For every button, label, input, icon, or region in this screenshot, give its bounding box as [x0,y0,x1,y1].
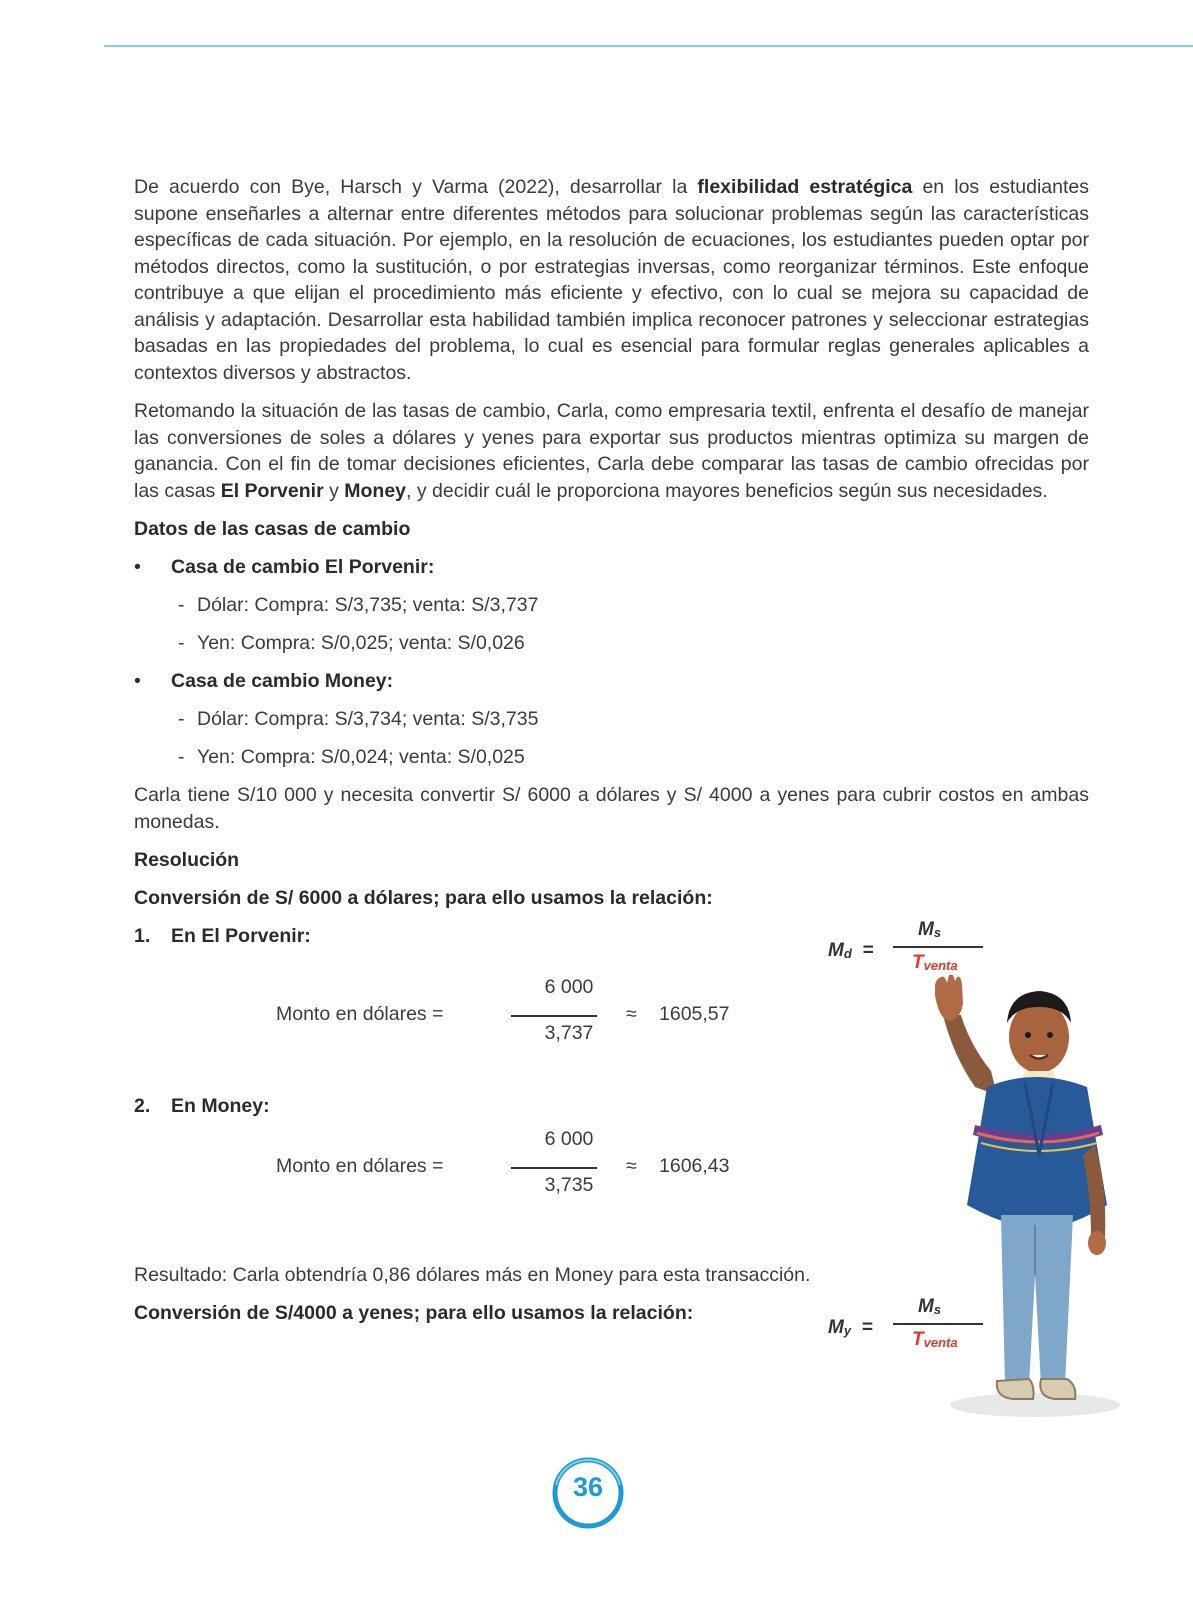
formula-numerator: $M_s$ [918,1296,942,1317]
heading-conversion-yenes: Conversión de S/4000 a yenes; para ello usamos la relación: [134,1302,694,1324]
page-number: 36 [572,1472,604,1502]
step-1-title: 1. En El Porvenir: [134,925,311,947]
calc-label: Monto en dólares = [276,1155,444,1177]
list-subitem: - Dólar: Compra: S/3,735; venta: S/3,737 [178,594,539,616]
calc-result: 1606,43 [659,1155,730,1177]
calc-result: 1605,57 [659,1003,730,1025]
main-content [134,174,1089,961]
fraction-denominator: 3,735 [544,1174,594,1196]
bullet-dot: • [134,556,141,578]
formula-denominator: $T_{venta}$ [912,952,958,973]
name-el-porvenir: El Porvenir [220,479,324,502]
list-item-casa-porvenir: • Casa de cambio El Porvenir: [134,554,1089,592]
approx-sign: ≈ [626,1003,637,1025]
name-money: Money [344,479,407,502]
student-waving-illustration [935,975,1135,1420]
heading-resolucion: Resolución [134,849,240,871]
fraction-numerator: 6 000 [544,976,594,998]
calc-label: Monto en dólares = [276,1003,444,1025]
paragraph-intro: De acuerdo con Bye, Harsch y Varma (2022), desarrollar la flexibilidad estratégica en los estudiantes supone enseñarles a alternar entre diferentes métodos para solucionar problemas según las características específicas de cada situación. Por ejemplo, en la resolución de ecuaciones, los estudiantes pueden optar por métodos directos, como la sustitución, o por estrategias inversas, como reorganizar términos. Este enfoque contribuye a que elijan el procedimiento más eficiente y efectivo, con lo cual se mejora su capacidad de análisis y adaptación. Desarrollar esta habilidad también implica reconocer patrones y seleccionar estrategias basadas en las propiedades del problema, lo cual es esencial para formular reglas generales aplicables a contextos diversos y abstractos. [134,176,1090,384]
paragraph-situacion: Retomando la situación de las tasas de cambio, Carla, como empresaria textil, enfrenta el desafío de manejar las conversiones de soles a dólares y yenes para exportar sus productos mientras optimiza su margen de ganancia. Con el fin de tomar decisiones eficientes, Carla debe comparar las tasas de cambio ofrecidas por las casas El Porvenir y Money, y decidir cuál le proporciona mayores beneficios según sus necesidades. [134,400,1089,502]
fraction-denominator: 3,737 [544,1022,594,1044]
approx-sign: ≈ [626,1155,637,1177]
fraction-bar [511,1167,597,1169]
formula-lhs: $M_y$ = [828,1317,873,1338]
formula-denominator: $T_{venta}$ [912,1329,958,1350]
bullet-dot: • [134,670,141,692]
fraction-bar [511,1015,597,1017]
list-subitem: - Yen: Compra: S/0,025; venta: S/0,026 [178,632,525,654]
fraction-numerator: 6 000 [544,1128,594,1150]
formula-bar [893,946,983,948]
list-subitem: - Yen: Compra: S/0,024; venta: S/0,025 [178,746,525,768]
formula-numerator: $M_s$ [918,919,942,940]
paragraph-carla: Carla tiene S/10 000 y necesita convertir S/ 6000 a dólares y S/ 4000 a yenes para cubrir costos en ambas monedas. [134,784,1089,833]
term-flexibilidad: flexibilidad estratégica [697,176,913,198]
heading-conversion-dolares: Conversión de S/ 6000 a dólares; para ello usamos la relación: [134,887,713,909]
list-item-casa-money: • Casa de cambio Money: [134,668,1089,706]
top-rule [104,45,1193,47]
result-text: Resultado: Carla obtendría 0,86 dólares más en Money para esta transacción. [134,1264,811,1286]
formula-lhs: $M_d$ = [828,940,874,961]
heading-datos: Datos de las casas de cambio [134,518,411,540]
list-subitem: - Dólar: Compra: S/3,734; venta: S/3,735 [178,708,539,730]
